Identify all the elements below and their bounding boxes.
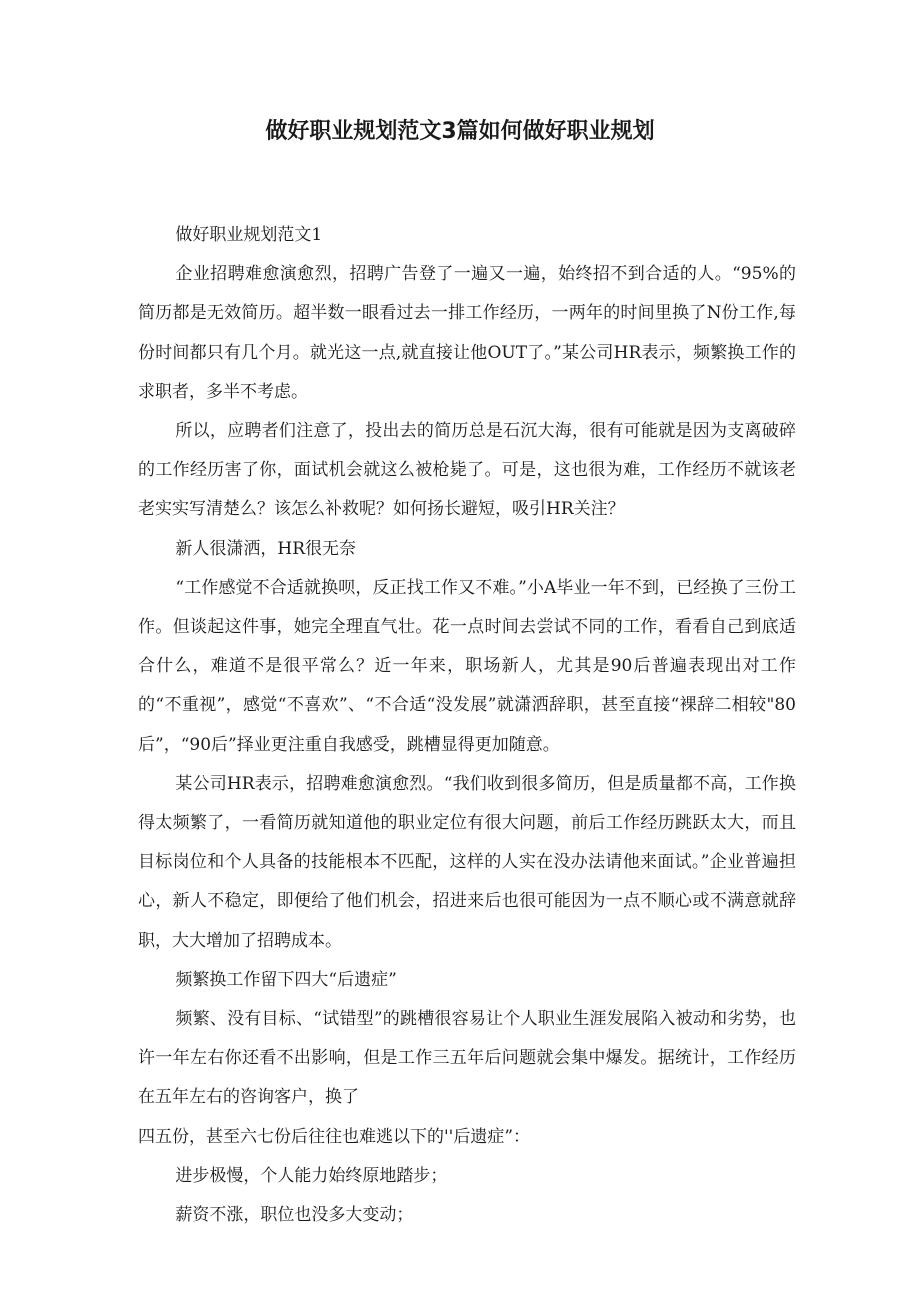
subheading: 频繁换工作留下四大“后遗症” bbox=[175, 969, 397, 990]
paragraph: “工作感觉不合适就换呗，反正找工作又不难。”小A毕业一年不到，已经换了三份工作。但谈起这件事，她完全理直气壮。花一点时间去尝试不同的工作，看看自己到底适合什么，难道不是很平常么？近一年来，职场新人，尤其是90后普遍表现出对工作的“不重视”，感觉“不喜欢”、“不合适“没发展”就潇洒辞职，甚至直接“裸辞二相较"80后”，“90后”择业更注重自我感受，跳槽显得更加随意。 bbox=[138, 577, 796, 755]
paragraph: 所以，应聘者们注意了，投出去的简历总是石沉大海，很有可能就是因为支离破碎的工作经历害了你，面试机会就这么被枪毙了。可是，这也很为难，工作经历不就该老老实实写清楚么？该怎么补救呢？如何扬长避短，吸引HR关注？ bbox=[138, 421, 796, 520]
paragraph: 某公司HR表示，招聘难愈演愈烈。“我们收到很多简历，但是质量都不高，工作换得太频繁了，一看简历就知道他的职业定位有很大问题，前后工作经历跳跃太大，而且目标岗位和个人具备的技能根本不匹配，这样的人实在没办法请他来面试。”企业普遍担心，新人不稳定，即便给了他们机会，招进来后也很可能因为一点不顺心或不满意就辞职，大大增加了招聘成本。 bbox=[138, 773, 796, 951]
document-title: 做好职业规划范文3篇如何做好职业规划 bbox=[265, 119, 655, 144]
section-title: 做好职业规划范文1 bbox=[175, 225, 323, 245]
paragraph: 四五份，甚至六七份后往往也难逃以下的''后遗症”： bbox=[138, 1126, 531, 1147]
subheading: 新人很潇洒，HR很无奈 bbox=[175, 538, 357, 559]
document-body bbox=[138, 216, 796, 1235]
paragraph: 企业招聘难愈演愈烈，招聘广告登了一遍又一遍，始终招不到合适的人。“95%的简历都是无效简历。超半数一眼看过去一排工作经历，一两年的时间里换了N份工作,每份时间都只有几个月。就光这一点,就直接让他OUT了。”某公司HR表示，频繁换工作的求职者，多半不考虑。 bbox=[138, 264, 796, 402]
list-item: 薪资不涨，职位也没多大变动； bbox=[175, 1205, 414, 1226]
paragraph: 频繁、没有目标、“试错型”的跳槽很容易让个人职业生涯发展陷入被动和劣势，也许一年左右你还看不出影响，但是工作三五年后问题就会集中爆发。据统计，工作经历在五年左右的咨询客户，换了 bbox=[138, 1009, 796, 1108]
list-item: 进步极慢，个人能力始终原地踏步； bbox=[175, 1165, 448, 1186]
